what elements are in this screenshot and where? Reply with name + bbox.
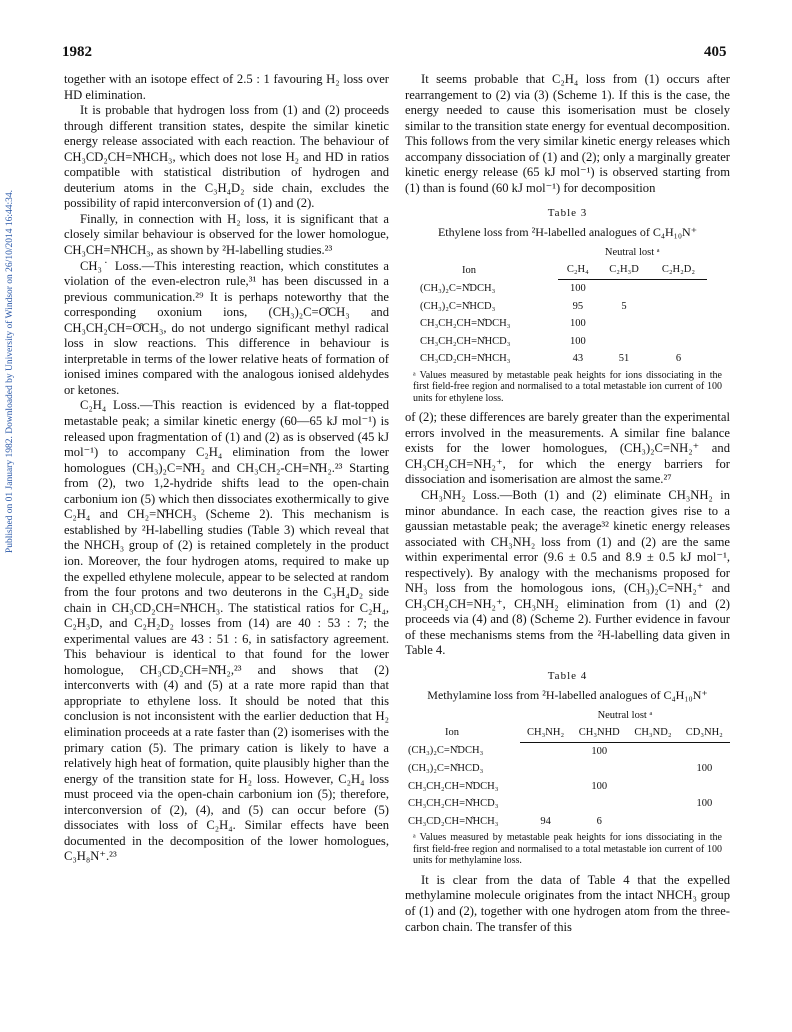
column-header: C₂H₄ [558,261,599,279]
page-number-right: 405 [704,44,727,60]
table-3-grid [417,244,707,368]
table-row [405,778,730,796]
table-row [405,795,730,813]
value-cell [679,742,730,760]
value-cell [520,778,571,796]
ion-cell: (CH₃)₂C=N̊HCD₃ [408,763,484,775]
value-cell [679,778,730,796]
value-cell [598,280,650,298]
table-3-footnote: ᵃ Values measured by metastable peak heights for ions dissociating in the first field-free region and normalised to a total metastable ion current of 100 units for ethylene loss. [413,369,722,404]
table-4-label: Table 4 [547,670,588,682]
value-cell: 43 [572,353,584,365]
ion-cell: CH₃CH₂CH=N̊HCD₃ [420,335,511,347]
table-row [405,742,730,760]
value-cell: 5 [621,300,627,312]
value-cell: 6 [596,815,602,827]
table-row [417,298,707,316]
value-cell [650,280,707,298]
value-cell [627,813,678,831]
column-header: CH₃ND₂ [627,724,678,742]
column-header-ion: Ion [445,727,459,739]
value-cell [520,760,571,778]
table-3-label: Table 3 [547,207,588,220]
neutral-lost-header: Neutral lost ᵃ [597,709,653,721]
paragraph-methylamine-loss: CH₃NH₂ Loss.—Both (1) and (2) eliminate CH₃NH₂ in minor abundance. In each case, the reaction gives rise to a gaussian metastable peak; the average³² kinetic energy releases associated with CH₃NH₂ loss from (1) and (2) are the same within experimental error (9.6 ± 0.5 and 8.9 ± 0.5 kJ mol⁻¹, respectively). By analogy with the mechanisms proposed for NH₃ loss from the homologous ions, (CH₃)₂C=NH₂⁺ and CH₃CH₂CH=NH₂⁺, CH₃NH₂ elimination from (1) and (2) proceeds via (4) and (8) (Scheme 2). Further evidence in favour of these mechanisms stems from the ²H-labelling data given in Table 4. [405,487,730,658]
paragraph: together with an isotope effect of 2.5 : 1 favouring H₂ loss over HD elimination. [64,72,389,102]
right-column [405,72,730,935]
table-row [405,813,730,831]
value-cell [627,760,678,778]
table-row [417,333,707,351]
table-row [417,350,707,368]
page-number-left: 1982 [62,44,92,60]
paragraph-methyl-loss: CH₃˙ Loss.—This interesting reaction, which constitutes a violation of the even-electron rule,³¹ has been discussed in a previous communication.²⁹ It is perhaps noteworthy that the corresponding oxonium ions, (CH₃)₂C=O̊CH₃ and CH₃CH₂CH=O̊CH₃, do not undergo significant methyl radical loss in slow reactions. This difference in behaviour is interpretable in terms of the lower relative heats of formation of ionised imines compared with the analogous ionised aldehydes or ketones. [64,258,389,397]
value-cell: 100 [696,798,713,810]
value-cell: 100 [591,745,608,757]
left-column [64,72,389,865]
value-cell [598,333,650,351]
ion-cell: CH₃CH₂CH=N̊DCH₃ [408,780,499,792]
ion-cell: (CH₃)₂C=N̊DCH₃ [420,282,496,294]
table-4-caption: Methylamine loss from ²H-labelled analogues of C₄H₁₀N⁺ [427,687,708,702]
value-cell: 94 [540,815,551,827]
ion-cell: CH₃CH₂CH=N̊HCD₃ [408,798,499,810]
table-4-footnote: ᵃ Values measured by metastable peak heights for ions dissociating in the first field-free region and normalised to a total metastable ion current of 100 units for methylamine loss. [413,832,722,867]
value-cell [627,742,678,760]
value-cell: 100 [591,780,608,792]
column-header: CH₃NHD [571,724,627,742]
paragraph: Finally, in connection with H₂ loss, it is significant that a closely similar behaviour is observed for the lower homologue, CH₃CH=N̊HCH₃, as shown by ²H-labelling studies.²³ [64,211,389,258]
column-header-ion: Ion [462,264,476,276]
ion-cell: (CH₃)₂C=N̊DCH₃ [408,745,484,757]
table-3-caption: Ethylene loss from ²H-labelled analogues of C₄H₁₀N⁺ [437,224,698,239]
value-cell: 100 [569,283,586,295]
value-cell [650,298,707,316]
value-cell [571,760,627,778]
paragraph-ethylene-loss: C₂H₄ Loss.—This reaction is evidenced by a flat-topped metastable peak; a similar kinetic energy (60—65 kJ mol⁻¹) is released upon fragmentation of (1) and (2) as is observed (45 kJ mol⁻¹) to accompany C₂H₄ elimination from the lower homologues (CH₃)₂C=N̊H₂ and CH₃CH₂-CH=N̊H₂.²³ Starting from (2), two 1,2-hydride shifts lead to the open-chain carbonium ion (5) which then dissociates exothermically to give C₂H₄ and CH₂=N̊HCH₃ (Scheme 2). This mechanism is established by ²H-labelling studies (Table 3) which reveal that the NHCH₃ group of (2) is retained completely in the product ion. Moreover, the four hydrogen atoms, required to make up the expelled ethylene molecule, appear to be selected at random from the four protons and two deuterons in the C₃H₄D₂ side chain in CH₃CD₂CH=N̊HCH₃. The statistical ratios for C₂H₄, C₂H₃D, and C₂H₂D₂ losses from (14) are 40 : 53 : 7; the experimental values are 43 : 51 : 6, in satisfactory agreement. This behaviour is identical to that found for the lower homologue, CH₃CD₂CH=N̊H₂,²³ and shows that (2) interconverts with (4) and (5) at a rate more rapid than that appropriate to ethylene loss. It should be noted that this conclusion is not inconsistent with the earlier deduction that H₂ elimination proceeds at a rate faster than (2) isomerises with the primary cation (5). The primary cation is likely to have a relatively high heat of formation, quite plausibly higher than the energy of the transition state for H₂ loss. However, C₂H₄ loss must proceed via the open-chain carbonium ion (5); therefore, interconversion of (2), (4), and (5) can occur before (5) dissociates with loss of C₂H₄. Similar effects have been documented in the decomposition of the lower homologues, C₃H₈N⁺.²³ [64,398,389,864]
value-cell: 100 [696,763,713,775]
value-cell [571,795,627,813]
value-cell [520,795,571,813]
download-watermark: Published on 01 January 1982. Downloaded by University of Windsor on 26/10/2014 16:44:34. [5,190,15,554]
column-header: C₂H₃D [598,261,650,279]
ion-cell: CH₃CH₂CH=N̊DCH₃ [420,318,511,330]
column-header: CD₃NH₂ [679,724,730,742]
paragraph: It is probable that hydrogen loss from (1) and (2) proceeds through different transition states, despite the similar kinetic energy release associated with each reaction. The behaviour of CH₃CD₂CH=N̊HCH₃, which does not lose H₂ and HD in ratios compatible with statistical distribution of hydrogen and deuterium atoms in the C₃H₄D₂ side chain, excludes the possibility of rapid interconversion of (1) and (2). [64,103,389,211]
table-row [417,280,707,298]
paragraph: It seems probable that C₂H₄ loss from (1) occurs after rearrangement to (2) via (3) (Scheme 1). If this is the case, the energy needed to cause this isomerisation must be closely similar to the transition state energy for eventual decomposition. This follows from the very similar kinetic energy releases which accompany dissociation of (1) and (2); only a marginally greater kinetic energy release (65 kJ mol⁻¹) is observed starting from (1) than is found (60 kJ mol⁻¹) for decomposition [405,72,730,195]
table-3 [405,206,730,404]
column-header: C₂H₂D₂ [650,261,707,279]
value-cell: 51 [618,353,630,365]
neutral-lost-header: Neutral lost ᵃ [604,246,660,258]
value-cell [650,333,707,351]
value-cell: 100 [569,335,586,347]
ion-cell: (CH₃)₂C=N̊HCD₃ [420,300,496,312]
value-cell [520,742,571,760]
paragraph: It is clear from the data of Table 4 that the expelled methylamine molecule originates from the intact NHCH₃ group of (1) and (2), together with one hydrogen atom from the three-carbon chain. The transfer of this [405,872,730,934]
ion-cell: CH₃CD₂CH=N̊HCH₃ [408,815,499,827]
value-cell [627,795,678,813]
column-header: CH₃NH₂ [520,724,571,742]
table-row [405,760,730,778]
value-cell: 6 [675,353,682,365]
value-cell [627,778,678,796]
table-4 [405,669,730,867]
value-cell [679,813,730,831]
table-row [417,315,707,333]
value-cell [598,315,650,333]
table-4-grid [405,707,730,831]
value-cell: 100 [569,318,586,330]
paragraph: of (2); these differences are barely greater than the experimental errors involved in the measurements. A similar fine balance exists for the lower homologues, (CH₃)₂C=NH₂⁺ and CH₃CH₂CH=NH₂⁺, for which the energy barriers for dissociation and isomerisation are almost the same.²⁷ [405,410,730,487]
ion-cell: CH₃CD₂CH=N̊HCH₃ [420,353,511,365]
value-cell: 95 [572,300,584,312]
value-cell [650,315,707,333]
